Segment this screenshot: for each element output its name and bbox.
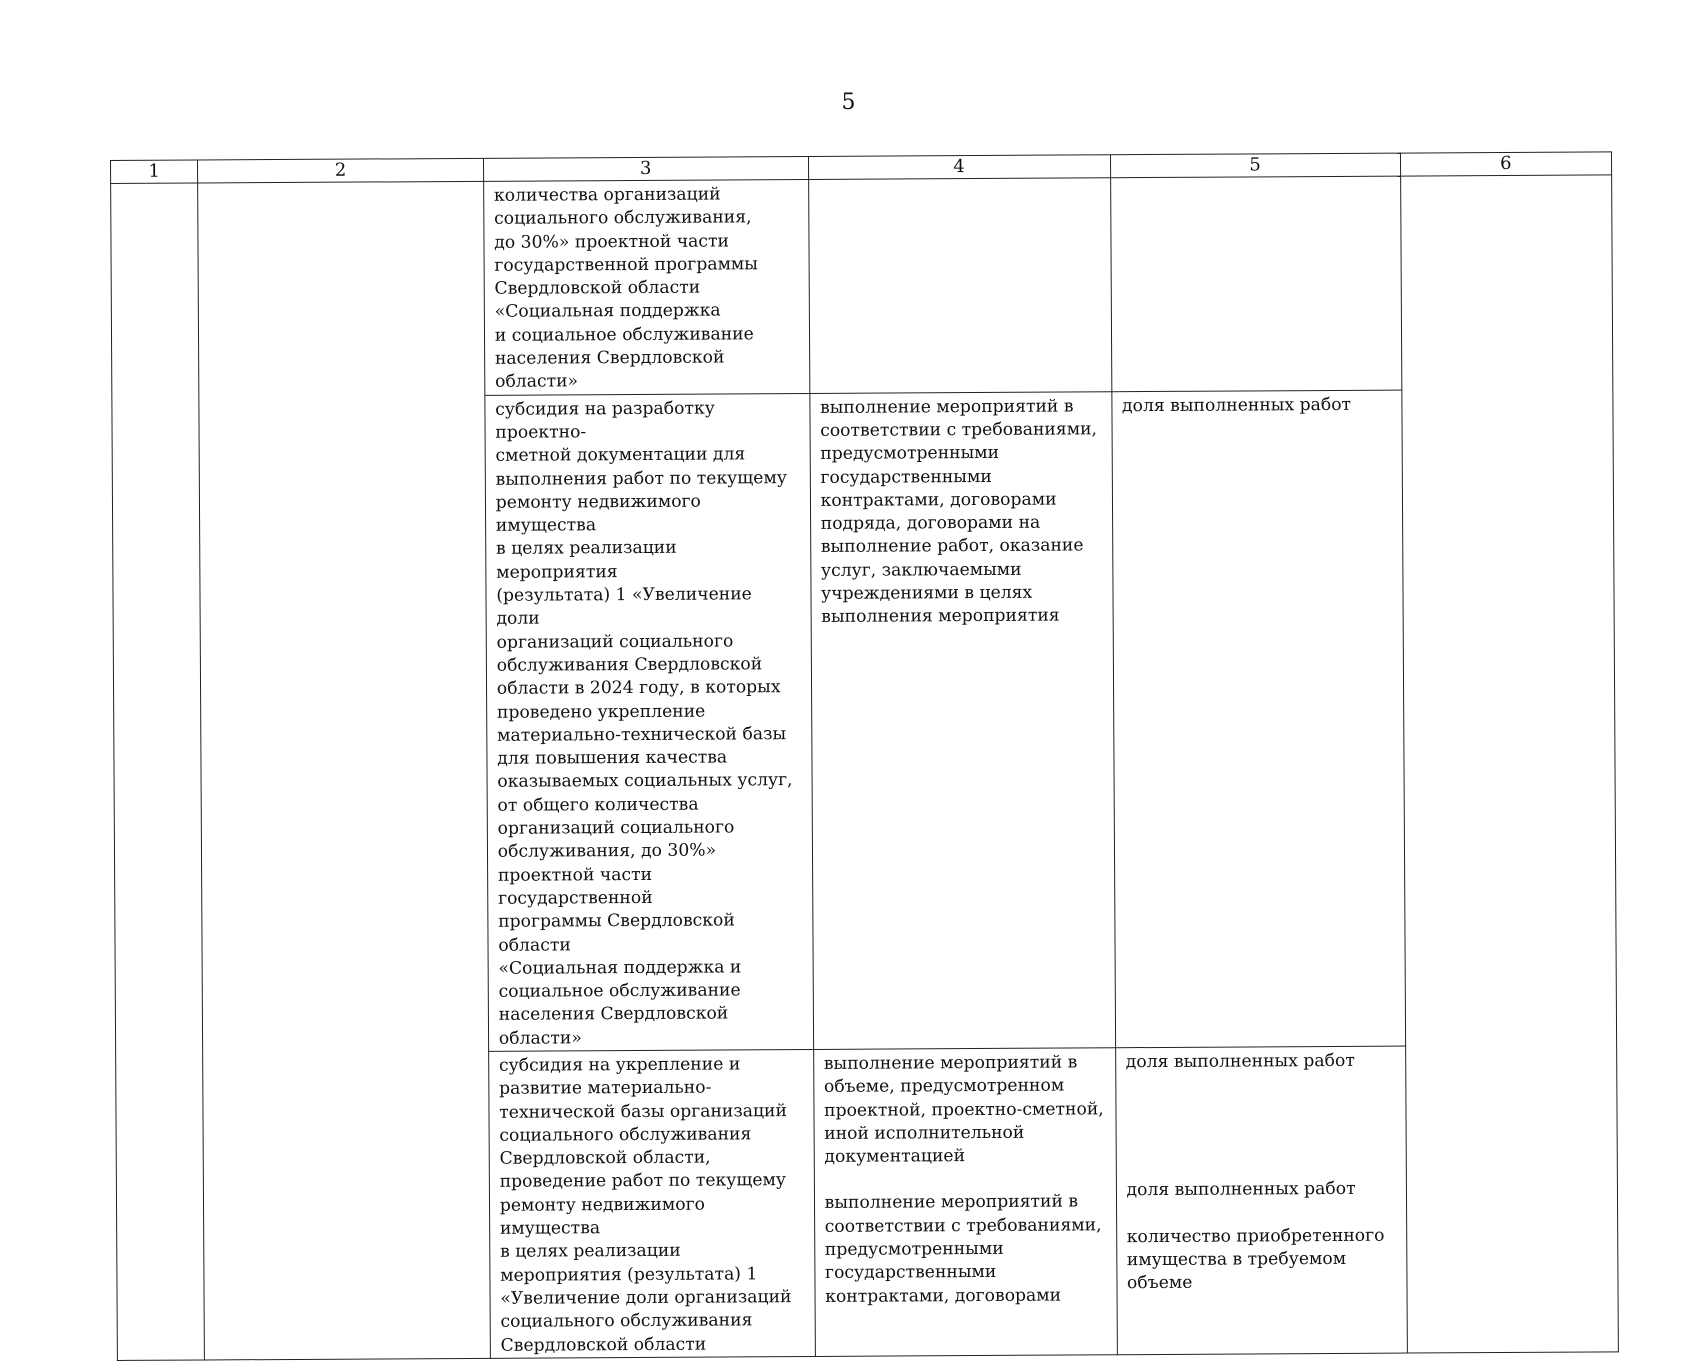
column-header-3: 3 xyxy=(483,156,808,181)
cell-col1 xyxy=(111,183,205,1360)
row3-requirement-text-b: выполнение мероприятий в соответствии с требованиями, предусмотренными государственными контрактами, договорами xyxy=(824,1191,1102,1307)
document-table xyxy=(110,151,1619,1360)
row2-activity-text: субсидия на разработку проектно- сметной документации для выполнения работ по текущему ремонту недвижимого имущества в целях реализации мероприятия (результата) 1 «Увеличение доли организаций социального обслуживания Свердловской области в 2024 году, в которых проведено укрепление материально-технической базы для повышения качества оказываемых социальных услуг, от общего количества организаций социального обслуживания, до 30%» проектной части государственной программы Свердловской области «Социальная поддержка и социальное обслуживание населения Свердловской области» xyxy=(495,398,793,1049)
table-row xyxy=(111,175,1613,397)
cell-row1-col3 xyxy=(483,179,809,395)
column-header-2: 2 xyxy=(198,158,484,183)
column-header-1: 1 xyxy=(111,160,198,184)
row1-activity-text: количества организаций социального обслуживания, до 30%» проектной части государственной программы Свердловской области «Социальная поддержка и социальное обслуживание населения Свердловской области» xyxy=(493,184,759,393)
cell-col2 xyxy=(198,181,490,1359)
cell-row3-col4 xyxy=(813,1048,1117,1357)
page-number: 5 xyxy=(841,90,856,115)
cell-row1-col4 xyxy=(808,178,1111,393)
cell-row1-col5 xyxy=(1110,176,1401,391)
cell-row2-col3 xyxy=(485,393,814,1051)
row2-requirement-text: выполнение мероприятий в соответствии с требованиями, предусмотренными государственными контрактами, договорами подряда, договорами на выполнение работ, оказание услуг, заключаемыми учреждениями в целях выполнения мероприятия xyxy=(819,396,1098,628)
row3-activity-text: субсидия на укрепление и развитие материально- технической базы организаций социального обслуживания Свердловской области, проведение работ по текущему ремонту недвижимого имущества в целях реализации мероприятия (результата) 1 «Увеличение доли организаций социального обслуживания Свердловской области xyxy=(498,1054,792,1356)
cell-row3-col5 xyxy=(1115,1046,1407,1355)
cell-col6 xyxy=(1400,175,1618,1353)
row3-requirement-text-a: выполнение мероприятий в объеме, предусмотренном проектной, проектно-сметной, иной исполнительной документацией xyxy=(823,1052,1104,1168)
cell-row2-col5 xyxy=(1111,390,1405,1048)
row3-indicator-text-c: количество приобретенного имущества в требуемом объеме xyxy=(1126,1225,1385,1294)
row1-indicator-text xyxy=(1121,180,1390,182)
cell-row3-col3 xyxy=(488,1049,815,1358)
cell-row2-col4 xyxy=(809,391,1115,1049)
column-header-6: 6 xyxy=(1400,152,1612,176)
row3-indicator-text-a: доля выполненных работ xyxy=(1125,1050,1355,1073)
row2-indicator-text: доля выполненных работ xyxy=(1121,394,1352,416)
row3-indicator-text-b: доля выполненных работ xyxy=(1126,1179,1356,1201)
row1-requirement-text xyxy=(819,181,1100,183)
column-header-4: 4 xyxy=(808,155,1110,180)
column-header-5: 5 xyxy=(1110,153,1400,178)
